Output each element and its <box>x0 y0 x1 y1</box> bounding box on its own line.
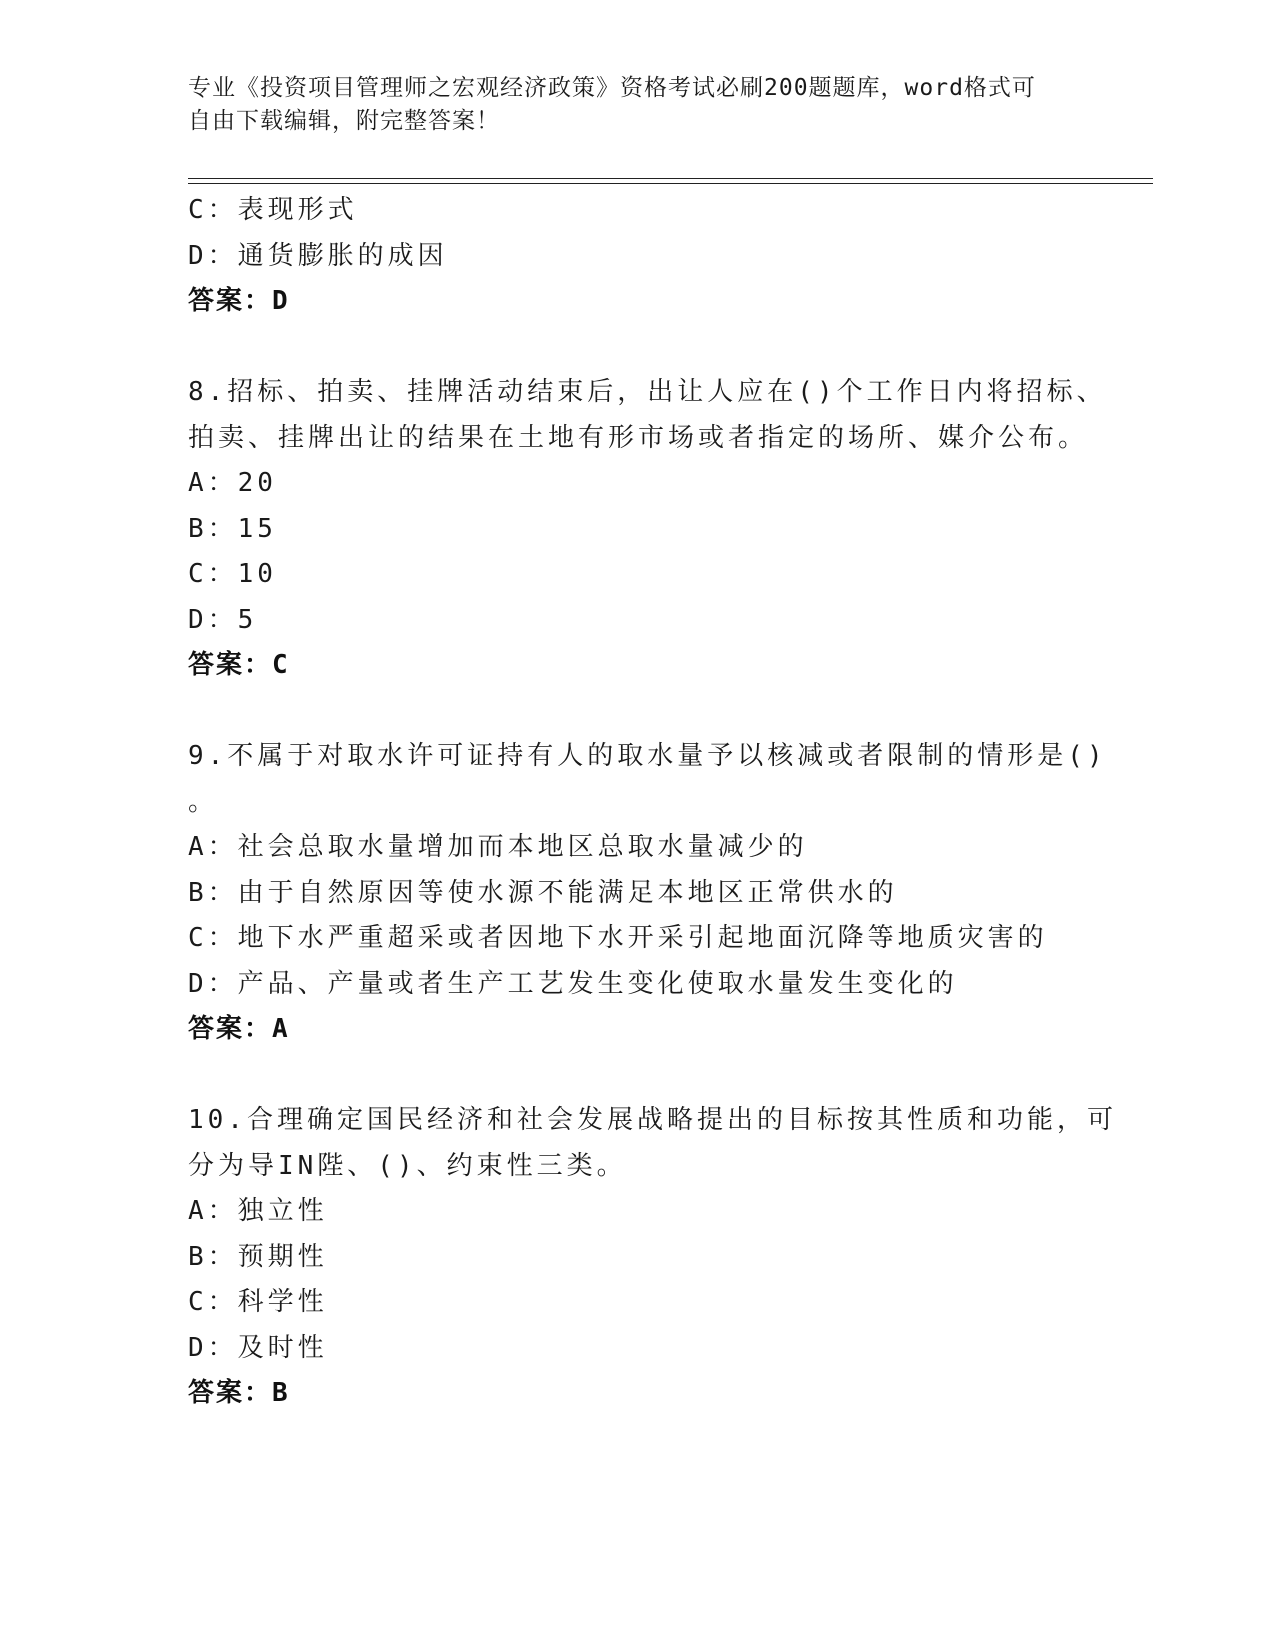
spacer <box>188 325 1088 371</box>
option-c: C：10 <box>188 559 277 589</box>
question-stem-line: 9.不属于对取水许可证持有人的取水量予以核减或者限制的情形是() <box>188 741 1107 771</box>
question-stem-line: 10.合理确定国民经济和社会发展战略提出的目标按其性质和功能，可 <box>188 1105 1117 1135</box>
option-d: D：通货膨胀的成因 <box>188 240 448 271</box>
question-stem-line: 拍卖、挂牌出让的结果在土地有形市场或者指定的场所、媒介公布。 <box>188 422 1089 453</box>
answer-line: 答案：A <box>188 1014 290 1044</box>
question-stem-line: 分为导IN陛、()、约束性三类。 <box>188 1150 627 1181</box>
question-stem-line: 。 <box>188 786 219 817</box>
header-line-2: 自由下载编辑，附完整答案！ <box>188 108 500 134</box>
answer-line: 答案：C <box>188 650 290 680</box>
page-header <box>188 72 1068 138</box>
option-d: D：及时性 <box>188 1332 328 1363</box>
spacer <box>188 1053 1088 1099</box>
question-content <box>188 188 1117 1417</box>
option-a: A：20 <box>188 468 277 498</box>
answer-line: 答案：B <box>188 1378 290 1408</box>
carryover-block <box>188 188 1088 325</box>
answer-line: 答案：D <box>188 286 290 316</box>
spacer <box>188 689 1088 735</box>
option-c: C：地下水严重超采或者因地下水开采引起地面沉降等地质灾害的 <box>188 923 1048 953</box>
option-a: A：社会总取水量增加而本地区总取水量减少的 <box>188 832 808 862</box>
option-c: C：表现形式 <box>188 195 358 225</box>
option-c: C：科学性 <box>188 1287 328 1317</box>
option-d: D：5 <box>188 604 258 635</box>
header-rule-top <box>188 178 1153 179</box>
option-b: B：预期性 <box>188 1241 328 1272</box>
header-rule-bottom <box>188 183 1153 184</box>
option-d: D：产品、产量或者生产工艺发生变化使取水量发生变化的 <box>188 968 958 999</box>
question-9 <box>188 734 1107 1053</box>
question-stem-line: 8.招标、拍卖、挂牌活动结束后，出让人应在()个工作日内将招标、 <box>188 377 1107 407</box>
header-line-1: 专业《投资项目管理师之宏观经济政策》资格考试必刷200题题库，word格式可 <box>188 75 1036 101</box>
option-b: B：15 <box>188 513 277 544</box>
question-8 <box>188 370 1107 689</box>
option-a: A：独立性 <box>188 1196 328 1226</box>
option-b: B：由于自然原因等使水源不能满足本地区正常供水的 <box>188 877 898 908</box>
question-10 <box>188 1098 1117 1417</box>
